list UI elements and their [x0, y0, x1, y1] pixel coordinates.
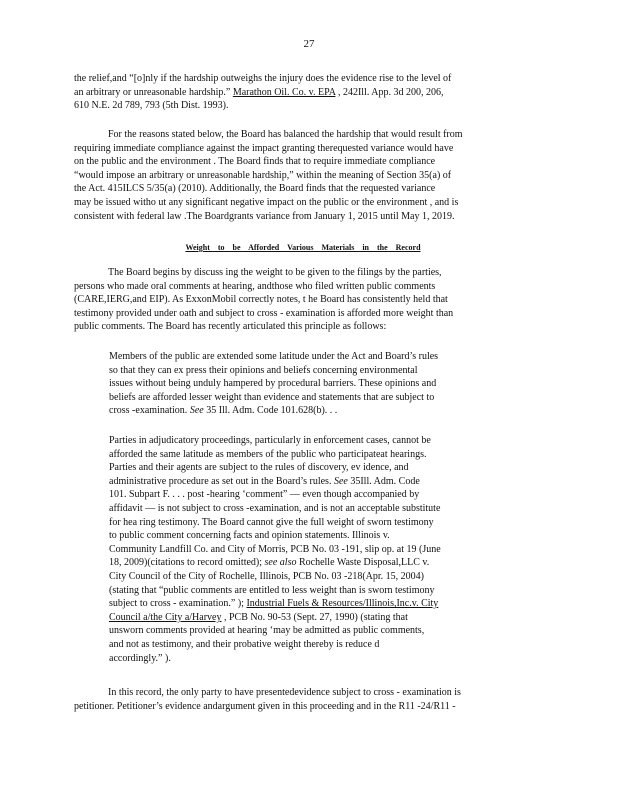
paragraph-hardship-standard — [74, 72, 532, 113]
text-line: Parties in adjudicatory proceedings, particularly in enforcement cases, cannot be — [109, 435, 431, 446]
text-line: for hea ring testimony. The Board cannot give the full weight of sworn testimony — [109, 516, 434, 528]
text-line: 101. Subpart F. . . . post -hearing ‘comment” — even though accompanied by — [109, 489, 420, 501]
text-line: requiring immediate compliance against the impact granting therequested variance would have — [74, 142, 454, 154]
text-fragment: 18, 2009)(citations to record omitted); — [109, 557, 265, 569]
text-line: In this record, the only party to have presentedevidence subject to cross - examination is — [108, 687, 461, 698]
text-line: persons who made oral comments at hearing, andthose who filed written public comments — [74, 280, 436, 292]
text-line: afforded the same latitude as members of the public who participateat hearings. — [109, 448, 427, 460]
signal-see: See — [333, 475, 348, 487]
text-line: (stating that “public comments are entitled to less weight than is sworn testimony — [109, 584, 435, 596]
text-fragment: an arbitrary or unreasonable hardship.” — [74, 86, 233, 98]
text-fragment: 35Ill. Adm. Code — [347, 475, 420, 487]
text-fragment: subject to cross - examination.” ); — [109, 598, 247, 610]
case-citation: Industrial Fuels & Resources/Illinois,Inc.v. City — [246, 598, 439, 610]
text-line: beliefs are afforded lesser weight than evidence and statements that are subject to — [109, 391, 435, 403]
text-line: consistent with federal law .The Boardgrants variance from January 1, 2015 until May 1, 2019. — [74, 210, 455, 222]
text-line — [109, 404, 497, 418]
section-heading-text: Weight to be Afforded Various Materials in the Record — [185, 243, 421, 252]
page-number: 27 — [303, 38, 315, 50]
text-line: so that they can ex press their opinions and beliefs concerning environmental — [109, 364, 418, 376]
block-quote-adjudicatory-parties — [109, 434, 497, 665]
text-line: testimony provided under oath and subject to cross - examination is afforded more weight than — [74, 307, 454, 319]
paragraph-weight-of-filings — [74, 266, 532, 334]
text-line: petitioner. Petitioner’s evidence andargument given in this proceeding and in the R11 -24/R11 - — [74, 700, 456, 712]
text-line: affidavit — is not subject to cross -examination, and is not an acceptable substitute — [109, 502, 441, 514]
text-line: may be issued witho ut any significant negative impact on the public or the environment , and is — [74, 196, 459, 208]
text-line: accordingly.” ). — [109, 652, 171, 664]
signal-see: See — [189, 405, 204, 417]
paragraph-board-finding — [74, 128, 532, 223]
text-line: to public comment concerning facts and opinion statements. Illinois v. — [109, 530, 390, 542]
text-line: on the public and the environment . The Board finds that to require immediate compliance — [74, 156, 436, 168]
text-line — [109, 597, 497, 611]
text-line — [74, 86, 532, 100]
text-fragment: administrative procedure as set out in the Board’s rules. — [109, 475, 334, 487]
text-line: 610 N.E. 2d 789, 793 (5th Dist. 1993). — [74, 100, 229, 112]
paragraph-record-evidence — [74, 686, 532, 713]
text-line: Members of the public are extended some latitude under the Act and Board’s rules — [109, 351, 439, 362]
text-fragment: Rochelle Waste Disposal,LLC v. — [296, 557, 430, 569]
text-line — [109, 556, 497, 570]
text-line: Parties and their agents are subject to the rules of discovery, ev idence, and — [109, 462, 409, 474]
text-line: “would impose an arbitrary or unreasonable hardship,” within the meaning of Section 35(a) of — [74, 169, 452, 181]
case-citation: Marathon Oil. Co. v. EPA — [232, 86, 336, 98]
text-fragment: cross -examination. — [109, 405, 190, 417]
text-line — [109, 611, 497, 625]
block-quote-public-latitude — [109, 350, 497, 418]
text-line: unsworn comments provided at hearing ‘may be admitted as public comments, — [109, 625, 425, 637]
text-line: Community Landfill Co. and City of Morris, PCB No. 03 -191, slip op. at 19 (June — [109, 543, 441, 555]
text-line: For the reasons stated below, the Board has balanced the hardship that would result from — [108, 129, 463, 140]
case-citation: Council a/the City a/Harvey — [109, 611, 222, 623]
text-line: The Board begins by discuss ing the weight to be given to the filings by the parties, — [108, 267, 442, 278]
text-line: the Act. 415ILCS 5/35(a) (2010). Additionally, the Board finds that the requested variance — [74, 183, 436, 195]
text-fragment: 35 Ill. Adm. Code 101.628(b). . . — [203, 405, 338, 417]
text-line: and not as testimony, and their probative weight thereby is reduce d — [109, 638, 380, 650]
text-line: issues without being unduly hampered by procedural barriers. These opinions and — [109, 378, 437, 390]
text-fragment: , PCB No. 90-53 (Sept. 27, 1990) (stating that — [221, 611, 408, 623]
section-heading — [74, 243, 532, 252]
signal-see-also: see also — [264, 557, 297, 569]
text-line: (CARE,IERG,and EIP). As ExxonMobil correctly notes, t he Board has consistently held that — [74, 294, 448, 306]
text-line — [109, 475, 497, 489]
text-line: City Council of the City of Rochelle, Illinois, PCB No. 03 -218(Apr. 15, 2004) — [109, 570, 424, 582]
text-fragment: , 242Ill. App. 3d 200, 206, — [335, 86, 444, 98]
text-line: the relief,and “[o]nly if the hardship outweighs the injury does the evidence rise to the level of — [74, 73, 452, 84]
text-line: public comments. The Board has recently articulated this principle as follows: — [74, 321, 387, 333]
